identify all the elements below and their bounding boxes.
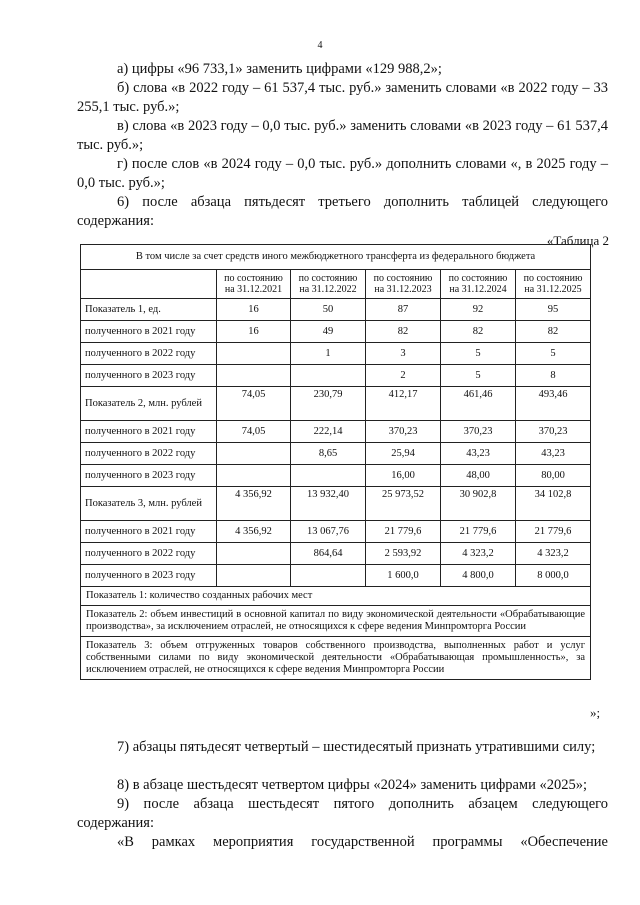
table-cell — [217, 343, 291, 365]
table-cell: 1 600,0 — [366, 565, 441, 587]
table-2 — [80, 244, 591, 680]
table-cell: 13 932,40 — [291, 487, 366, 521]
table-cell: 50 — [291, 299, 366, 321]
table-cell: 74,05 — [217, 387, 291, 421]
table-cell: 30 902,8 — [441, 487, 516, 521]
table-cell — [217, 365, 291, 387]
table-cell — [217, 465, 291, 487]
table-cell: 92 — [441, 299, 516, 321]
table-cell — [291, 465, 366, 487]
table-cell: 16 — [217, 321, 291, 343]
table-row — [81, 321, 591, 343]
table-cell: 493,46 — [516, 387, 591, 421]
table-cell — [217, 543, 291, 565]
page-number: 4 — [317, 40, 323, 51]
table-cell: 4 356,92 — [217, 521, 291, 543]
table-cell: 8 000,0 — [516, 565, 591, 587]
table-cell: 25,94 — [366, 443, 441, 465]
table-corner-cell — [81, 270, 217, 299]
table-cell: 5 — [516, 343, 591, 365]
table-cell: 230,79 — [291, 387, 366, 421]
paragraph-6: 6) после абзаца пятьдесят третьего дополнить таблицей следующего содержания: — [77, 194, 608, 229]
row-label: Показатель 3, млн. рублей — [81, 487, 217, 521]
column-header: по состоянию на 31.12.2023 — [366, 270, 441, 299]
table-cell: 34 102,8 — [516, 487, 591, 521]
table-cell — [217, 443, 291, 465]
column-header: по состоянию на 31.12.2021 — [217, 270, 291, 299]
table-cell: 95 — [516, 299, 591, 321]
table-row — [81, 543, 591, 565]
table-row — [81, 387, 591, 421]
table-body — [81, 299, 591, 587]
table-cell: 82 — [516, 321, 591, 343]
column-header: по состоянию на 31.12.2024 — [441, 270, 516, 299]
table-cell: 82 — [366, 321, 441, 343]
table-cell: 4 800,0 — [441, 565, 516, 587]
table-row — [81, 343, 591, 365]
table-cell: 4 356,92 — [217, 487, 291, 521]
note-indicator-3: Показатель 3: объем отгруженных товаров собственного производства, выполненных работ и услуг собственными силами по виду экономической деятельности «Обрабатывающая промышленность», за исключением отраслей, не относящихся к сфере ведения Минпромторга России — [81, 637, 591, 680]
column-header: по состоянию на 31.12.2022 — [291, 270, 366, 299]
table-row — [81, 565, 591, 587]
table-cell: 13 067,76 — [291, 521, 366, 543]
column-header: по состоянию на 31.12.2025 — [516, 270, 591, 299]
row-label: полученного в 2021 году — [81, 421, 217, 443]
table-cell: 864,64 — [291, 543, 366, 565]
row-label: полученного в 2022 году — [81, 343, 217, 365]
table-cell: 48,00 — [441, 465, 516, 487]
table-caption: «Таблица 2 — [546, 233, 609, 248]
table-header: В том числе за счет средств иного межбюджетного трансферта из федерального бюджета — [81, 245, 591, 270]
table-cell: 5 — [441, 365, 516, 387]
table-row — [81, 487, 591, 521]
note-indicator-1: Показатель 1: количество созданных рабочих мест — [81, 587, 591, 606]
table-cell: 3 — [366, 343, 441, 365]
paragraph-8: 8) в абзаце шестьдесят четвертом цифры «2024» заменить цифрами «2025»; — [117, 777, 588, 793]
paragraph-7: 7) абзацы пятьдесят четвертый – шестидесятый признать утратившими силу; — [117, 739, 596, 755]
table-cell — [217, 565, 291, 587]
table-cell: 16,00 — [366, 465, 441, 487]
table-cell: 1 — [291, 343, 366, 365]
table-closing-quote: »; — [590, 705, 601, 720]
table-cell: 8,65 — [291, 443, 366, 465]
table-cell: 74,05 — [217, 421, 291, 443]
table-header-row — [81, 245, 591, 270]
table-row — [81, 299, 591, 321]
note-indicator-2: Показатель 2: объем инвестиций в основной капитал по виду экономической деятельности «Обрабатывающие производства», за исключением отраслей, не относящихся к сфере ведения Минпромторга России — [81, 606, 591, 637]
table-cell: 43,23 — [516, 443, 591, 465]
table-columns-row — [81, 270, 591, 299]
paragraph-a: а) цифры «96 733,1» заменить цифрами «129 988,2»; — [117, 61, 442, 77]
row-label: полученного в 2022 году — [81, 543, 217, 565]
note-row — [81, 587, 591, 606]
table-cell — [291, 565, 366, 587]
row-label: Показатель 1, ед. — [81, 299, 217, 321]
table-cell: 21 779,6 — [516, 521, 591, 543]
table-cell: 16 — [217, 299, 291, 321]
table-cell: 4 323,2 — [516, 543, 591, 565]
table-cell: 80,00 — [516, 465, 591, 487]
table-cell: 370,23 — [366, 421, 441, 443]
table-row — [81, 365, 591, 387]
table-cell: 5 — [441, 343, 516, 365]
table-cell: 4 323,2 — [441, 543, 516, 565]
table-cell — [291, 365, 366, 387]
table-cell: 8 — [516, 365, 591, 387]
table-cell: 87 — [366, 299, 441, 321]
row-label: полученного в 2021 году — [81, 521, 217, 543]
row-label: Показатель 2, млн. рублей — [81, 387, 217, 421]
table-cell: 2 — [366, 365, 441, 387]
table-cell: 43,23 — [441, 443, 516, 465]
table-cell: 49 — [291, 321, 366, 343]
table-cell: 370,23 — [441, 421, 516, 443]
table-row — [81, 421, 591, 443]
table-cell: 461,46 — [441, 387, 516, 421]
table-row — [81, 521, 591, 543]
table-cell: 21 779,6 — [366, 521, 441, 543]
row-label: полученного в 2021 году — [81, 321, 217, 343]
row-label: полученного в 2023 году — [81, 465, 217, 487]
paragraph-quote-start: «В рамках мероприятия государственной программы «Обеспечение — [117, 834, 608, 850]
table-cell: 82 — [441, 321, 516, 343]
table-row — [81, 443, 591, 465]
row-label: полученного в 2022 году — [81, 443, 217, 465]
paragraph-g: г) после слов «в 2024 году – 0,0 тыс. руб.» дополнить словами «, в 2025 году – 0,0 тыс. руб.»; — [77, 156, 608, 191]
paragraph-v: в) слова «в 2023 году – 0,0 тыс. руб.» заменить словами «в 2023 году – 61 537,4 тыс. руб.»; — [77, 118, 608, 153]
note-row — [81, 606, 591, 637]
table-cell: 21 779,6 — [441, 521, 516, 543]
note-row — [81, 637, 591, 680]
table-cell: 370,23 — [516, 421, 591, 443]
table-cell: 25 973,52 — [366, 487, 441, 521]
table-cell: 222,14 — [291, 421, 366, 443]
row-label: полученного в 2023 году — [81, 365, 217, 387]
paragraph-b: б) слова «в 2022 году – 61 537,4 тыс. руб.» заменить словами «в 2022 году – 33 255,1 тыс. руб.»; — [77, 80, 608, 115]
row-label: полученного в 2023 году — [81, 565, 217, 587]
table-cell: 2 593,92 — [366, 543, 441, 565]
paragraph-9: 9) после абзаца шестьдесят пятого дополнить абзацем следующего содержания: — [77, 796, 608, 831]
table-row — [81, 465, 591, 487]
table-cell: 412,17 — [366, 387, 441, 421]
